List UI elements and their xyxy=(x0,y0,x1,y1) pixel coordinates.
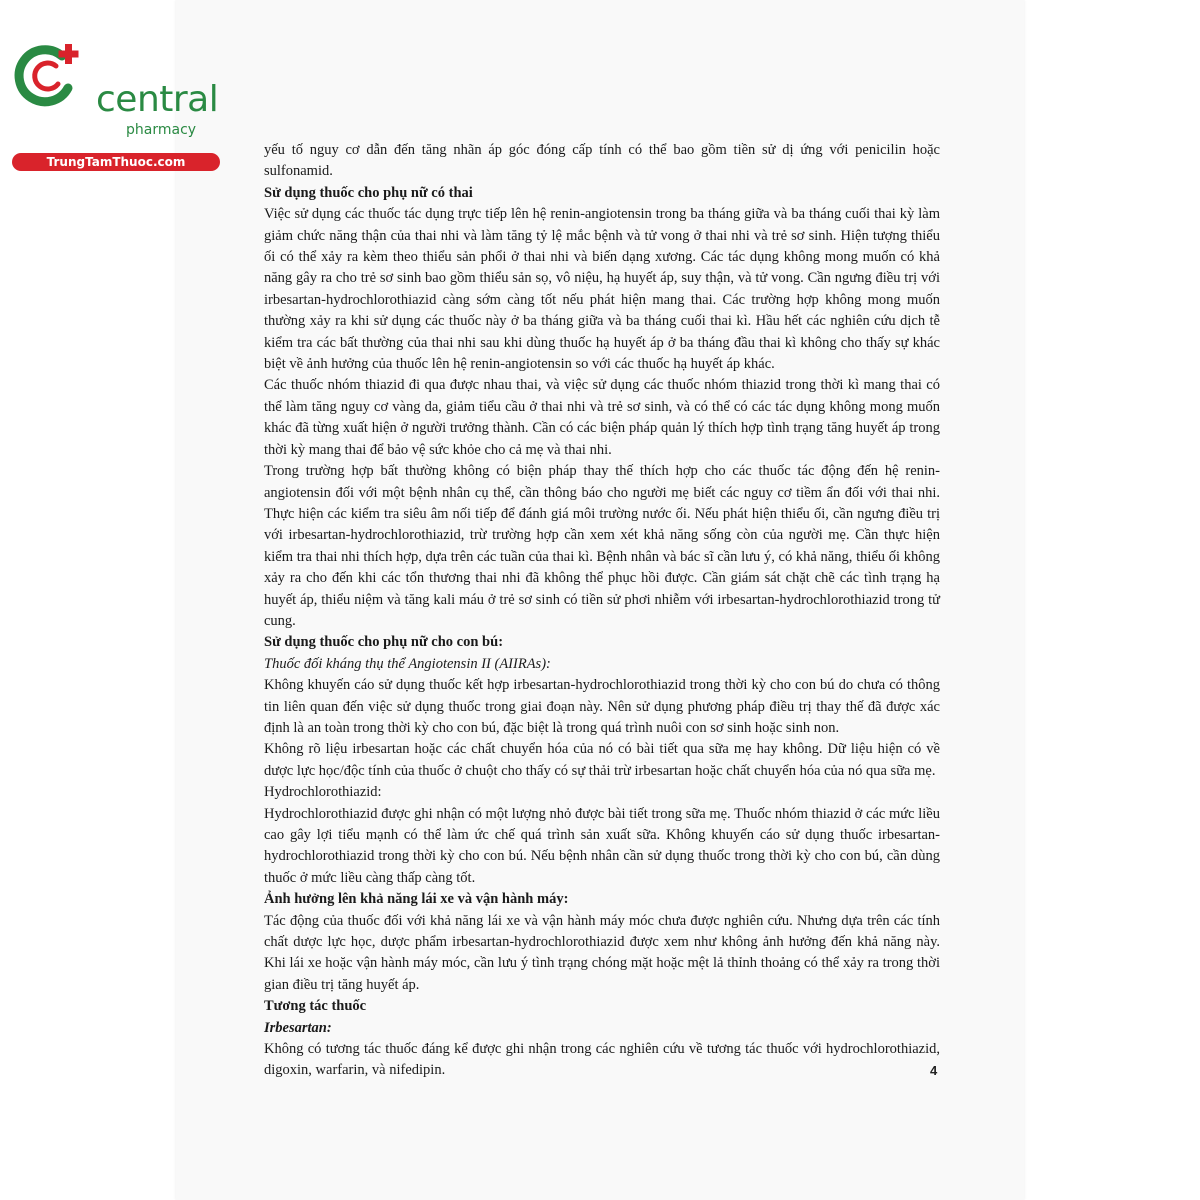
paragraph: Tác động của thuốc đối với khả năng lái xe và vận hành máy móc chưa được nghiên cứu. Nhưng dựa trên các tính chất dược lực học, dược phẩm irbesartan-hydrochlorothiazid được xem như không ảnh hưởng đến khả năng này. Khi lái xe hoặc vận hành máy móc, cần lưu ý tình trạng chóng mặt hoặc mệt lả thỉnh thoảng có thể xảy ra trong thời gian điều trị tăng huyết áp. xyxy=(264,912,940,993)
paragraph: Hydrochlorothiazid được ghi nhận có một lượng nhỏ được bài tiết trong sữa mẹ. Thuốc nhóm thiazid ở các mức liều cao gây lợi tiểu mạnh có thể làm ức chế quá trình sản xuất sữa. Không khuyến cáo sử dụng thuốc irbesartan-hydrochlorothiazid trong thời kỳ cho con bú. Nếu bệnh nhân cần sử dụng thuốc trong thời kỳ cho con bú, cần dùng thuốc ở mức liều càng thấp càng tốt. xyxy=(264,805,940,886)
paragraph: Các thuốc nhóm thiazid đi qua được nhau thai, và việc sử dụng các thuốc nhóm thiazid trong thời kì mang thai có thể làm tăng nguy cơ vàng da, giảm tiểu cầu ở thai nhi và trẻ sơ sinh, và có thể có các tác dụng không mong muốn khác đã từng xuất hiện ở người trưởng thành. Cần có các biện pháp quản lý thích hợp tình trạng tăng huyết áp trong thời kỳ mang thai để bảo vệ sức khỏe cho cả mẹ và thai nhi. xyxy=(264,377,940,458)
bold-italic-subheading: Irbesartan: xyxy=(264,1019,332,1036)
brand-url-badge: TrungTamThuoc.com xyxy=(12,153,220,171)
paragraph: Việc sử dụng các thuốc tác dụng trực tiếp lên hệ renin-angiotensin trong ba tháng giữa và ba tháng cuối thai kỳ làm giảm chức năng thận của thai nhi và làm tăng tỷ lệ mắc bệnh và tử vong ở thai nhi và trẻ sơ sinh. Hiện tượng thiểu ối có thể xảy ra kèm theo thiểu sản phổi ở thai nhi và biến dạng xương. Các tác dụng không mong muốn có khả năng gây ra cho trẻ sơ sinh bao gồm thiểu sản sọ, vô niệu, hạ huyết áp, suy thận, và tử vong. Cần ngưng điều trị với irbesartan-hydrochlorothiazid càng sớm càng tốt nếu phát hiện mang thai. Các trường hợp không mong muốn thường xảy ra khi sử dụng các thuốc này ở ba tháng giữa và ba tháng cuối thai kì. Hầu hết các nghiên cứu dịch tễ kiểm tra các bất thường của thai nhi sau khi dùng thuốc hạ huyết áp ở ba tháng đầu thai kì không cho thấy sự khác biệt về ảnh hưởng của thuốc lên hệ renin-angiotensin so với các thuốc hạ huyết áp khác. xyxy=(264,206,940,373)
section-heading: Sử dụng thuốc cho phụ nữ cho con bú: xyxy=(264,634,504,651)
section-heading: Tương tác thuốc xyxy=(264,998,367,1015)
brand-name: central xyxy=(96,79,219,120)
page-number: 4 xyxy=(930,1063,938,1078)
paragraph: Không khuyến cáo sử dụng thuốc kết hợp irbesartan-hydrochlorothiazid trong thời kỳ cho con bú do chưa có thông tin liên quan đến việc sử dụng thuốc trong giai đoạn này. Nên sử dụng phương pháp điều trị thay thế đã được xác định là an toàn trong thời kỳ cho con bú, đặc biệt là trong quá trình nuôi con sơ sinh hoặc sinh non. xyxy=(264,677,940,736)
paragraph: yếu tố nguy cơ dẫn đến tăng nhãn áp góc đóng cấp tính có thể bao gồm tiền sử dị ứng với penicilin hoặc sulfonamid. xyxy=(264,142,940,180)
document-text xyxy=(264,140,940,1082)
paragraph: Hydrochlorothiazid: xyxy=(264,784,382,801)
paragraph: Không rõ liệu irbesartan hoặc các chất chuyển hóa của nó có bài tiết qua sữa mẹ hay không. Dữ liệu hiện có về dược lực học/độc tính của thuốc ở chuột cho thấy có sự thải trừ irbesartan hoặc chất chuyển hóa của nó qua sữa mẹ. xyxy=(264,741,940,779)
paragraph: Trong trường hợp bất thường không có biện pháp thay thế thích hợp cho các thuốc tác động đến hệ renin-angiotensin đối với một bệnh nhân cụ thể, cần thông báo cho người mẹ biết các nguy cơ tiềm ẩn đối với thai nhi. Thực hiện các kiểm tra siêu âm nối tiếp để đánh giá môi trường nước ối. Nếu phát hiện thiểu ối, cần ngưng điều trị với irbesartan-hydrochlorothiazid, trừ trường hợp cần xem xét khả năng sống còn của người mẹ. Cần thực hiện kiểm tra thai nhi thích hợp, dựa trên các tuần của thai kì. Bệnh nhân và bác sĩ cần lưu ý, có khả năng, thiểu ối không xảy ra cho đến khi các tổn thương thai nhi đã không thể phục hồi được. Cần giám sát chặt chẽ các tình trạng hạ huyết áp, thiểu niệm và tăng kali máu ở trẻ sơ sinh có tiền sử phơi nhiễm với irbesartan-hydrochlorothiazid trong tử cung. xyxy=(264,463,940,629)
paragraph: Không có tương tác thuốc đáng kể được ghi nhận trong các nghiên cứu về tương tác thuốc với hydrochlorothiazid, digoxin, warfarin, và nifedipin. xyxy=(264,1041,940,1079)
section-heading: Ảnh hưởng lên khả năng lái xe và vận hành máy: xyxy=(264,891,569,908)
section-heading: Sử dụng thuốc cho phụ nữ có thai xyxy=(264,184,473,201)
brand-subtitle: pharmacy xyxy=(126,122,197,138)
italic-subheading: Thuốc đối kháng thụ thể Angiotensin II (AIIRAs): xyxy=(264,655,551,672)
pharmacy-cross-icon xyxy=(10,36,90,116)
central-pharmacy-logo xyxy=(10,36,219,169)
